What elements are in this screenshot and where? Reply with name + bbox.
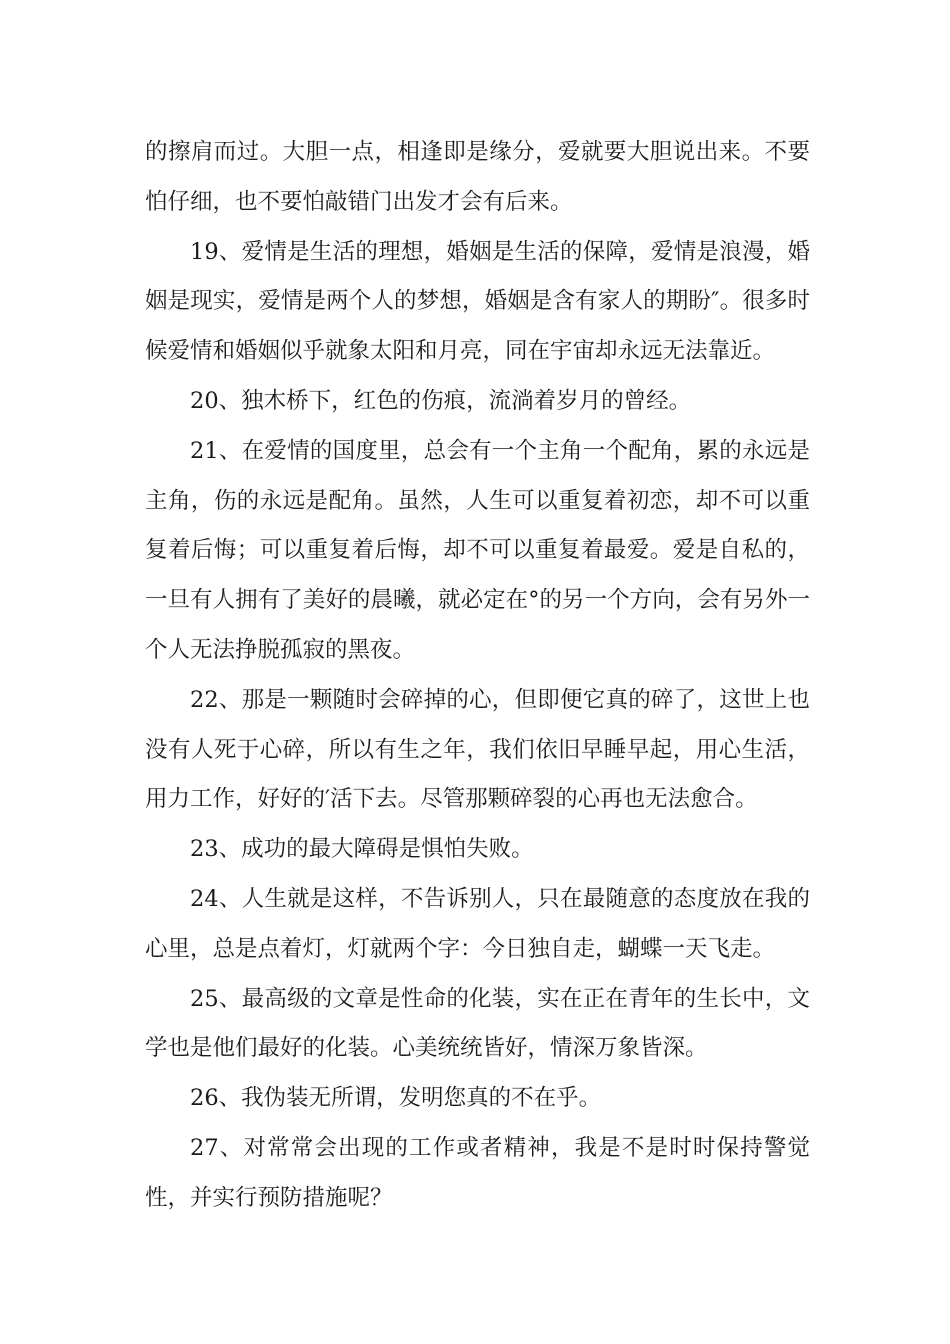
paragraph-24: 24、人生就是这样，不告诉别人，只在最随意的态度放在我的心里，总是点着灯，灯就两个字：今日独自走，蝴蝶一天飞走。 (145, 885, 810, 962)
paragraph-27: 27、对常常会出现的工作或者精神，我是不是时时保持警觉性，并实行预防措施呢？ (145, 1134, 810, 1211)
paragraph-23: 23、成功的最大障碍是惧怕失败。 (190, 836, 534, 863)
paragraph-21: 21、在爱情的国度里，总会有一个主角一个配角，累的永远是主角，伤的永远是配角。虽然，人生可以重复着初恋，却不可以重复着后悔；可以重复着后悔，却不可以重复着最爱。爱是自私的，一旦有人拥有了美好的晨曦，就必定在°的另一个方向，会有另外一个人无法挣脱孤寂的黑夜。 (145, 437, 810, 663)
paragraph-19: 19、爱情是生活的理想，婚姻是生活的保障，爱情是浪漫，婚姻是现实，爱情是两个人的梦想，婚姻是含有家人的期盼″。很多时候爱情和婚姻似乎就象太阳和月亮，同在宇宙却永远无法靠近。 (145, 238, 810, 365)
document-body (145, 128, 810, 1224)
paragraph-20: 20、独木桥下，红色的伤痕，流淌着岁月的曾经。 (190, 387, 692, 414)
paragraph-25: 25、最高级的文章是性命的化装，实在正在青年的生长中，文学也是他们最好的化装。心美统统皆好，情深万象皆深。 (145, 985, 810, 1062)
paragraph-continuation: 的擦肩而过。大胆一点，相逢即是缘分，爱就要大胆说出来。不要怕仔细，也不要怕敲错门出发才会有后来。 (145, 139, 810, 215)
paragraph-22: 22、那是一颗随时会碎掉的心，但即便它真的碎了，这世上也没有人死于心碎，所以有生之年，我们依旧早睡早起，用心生活，用力工作，好好的′活下去。尽管那颗碎裂的心再也无法愈合。 (145, 686, 810, 813)
paragraph-26: 26、我伪装无所谓，发明您真的不在乎。 (190, 1085, 602, 1112)
